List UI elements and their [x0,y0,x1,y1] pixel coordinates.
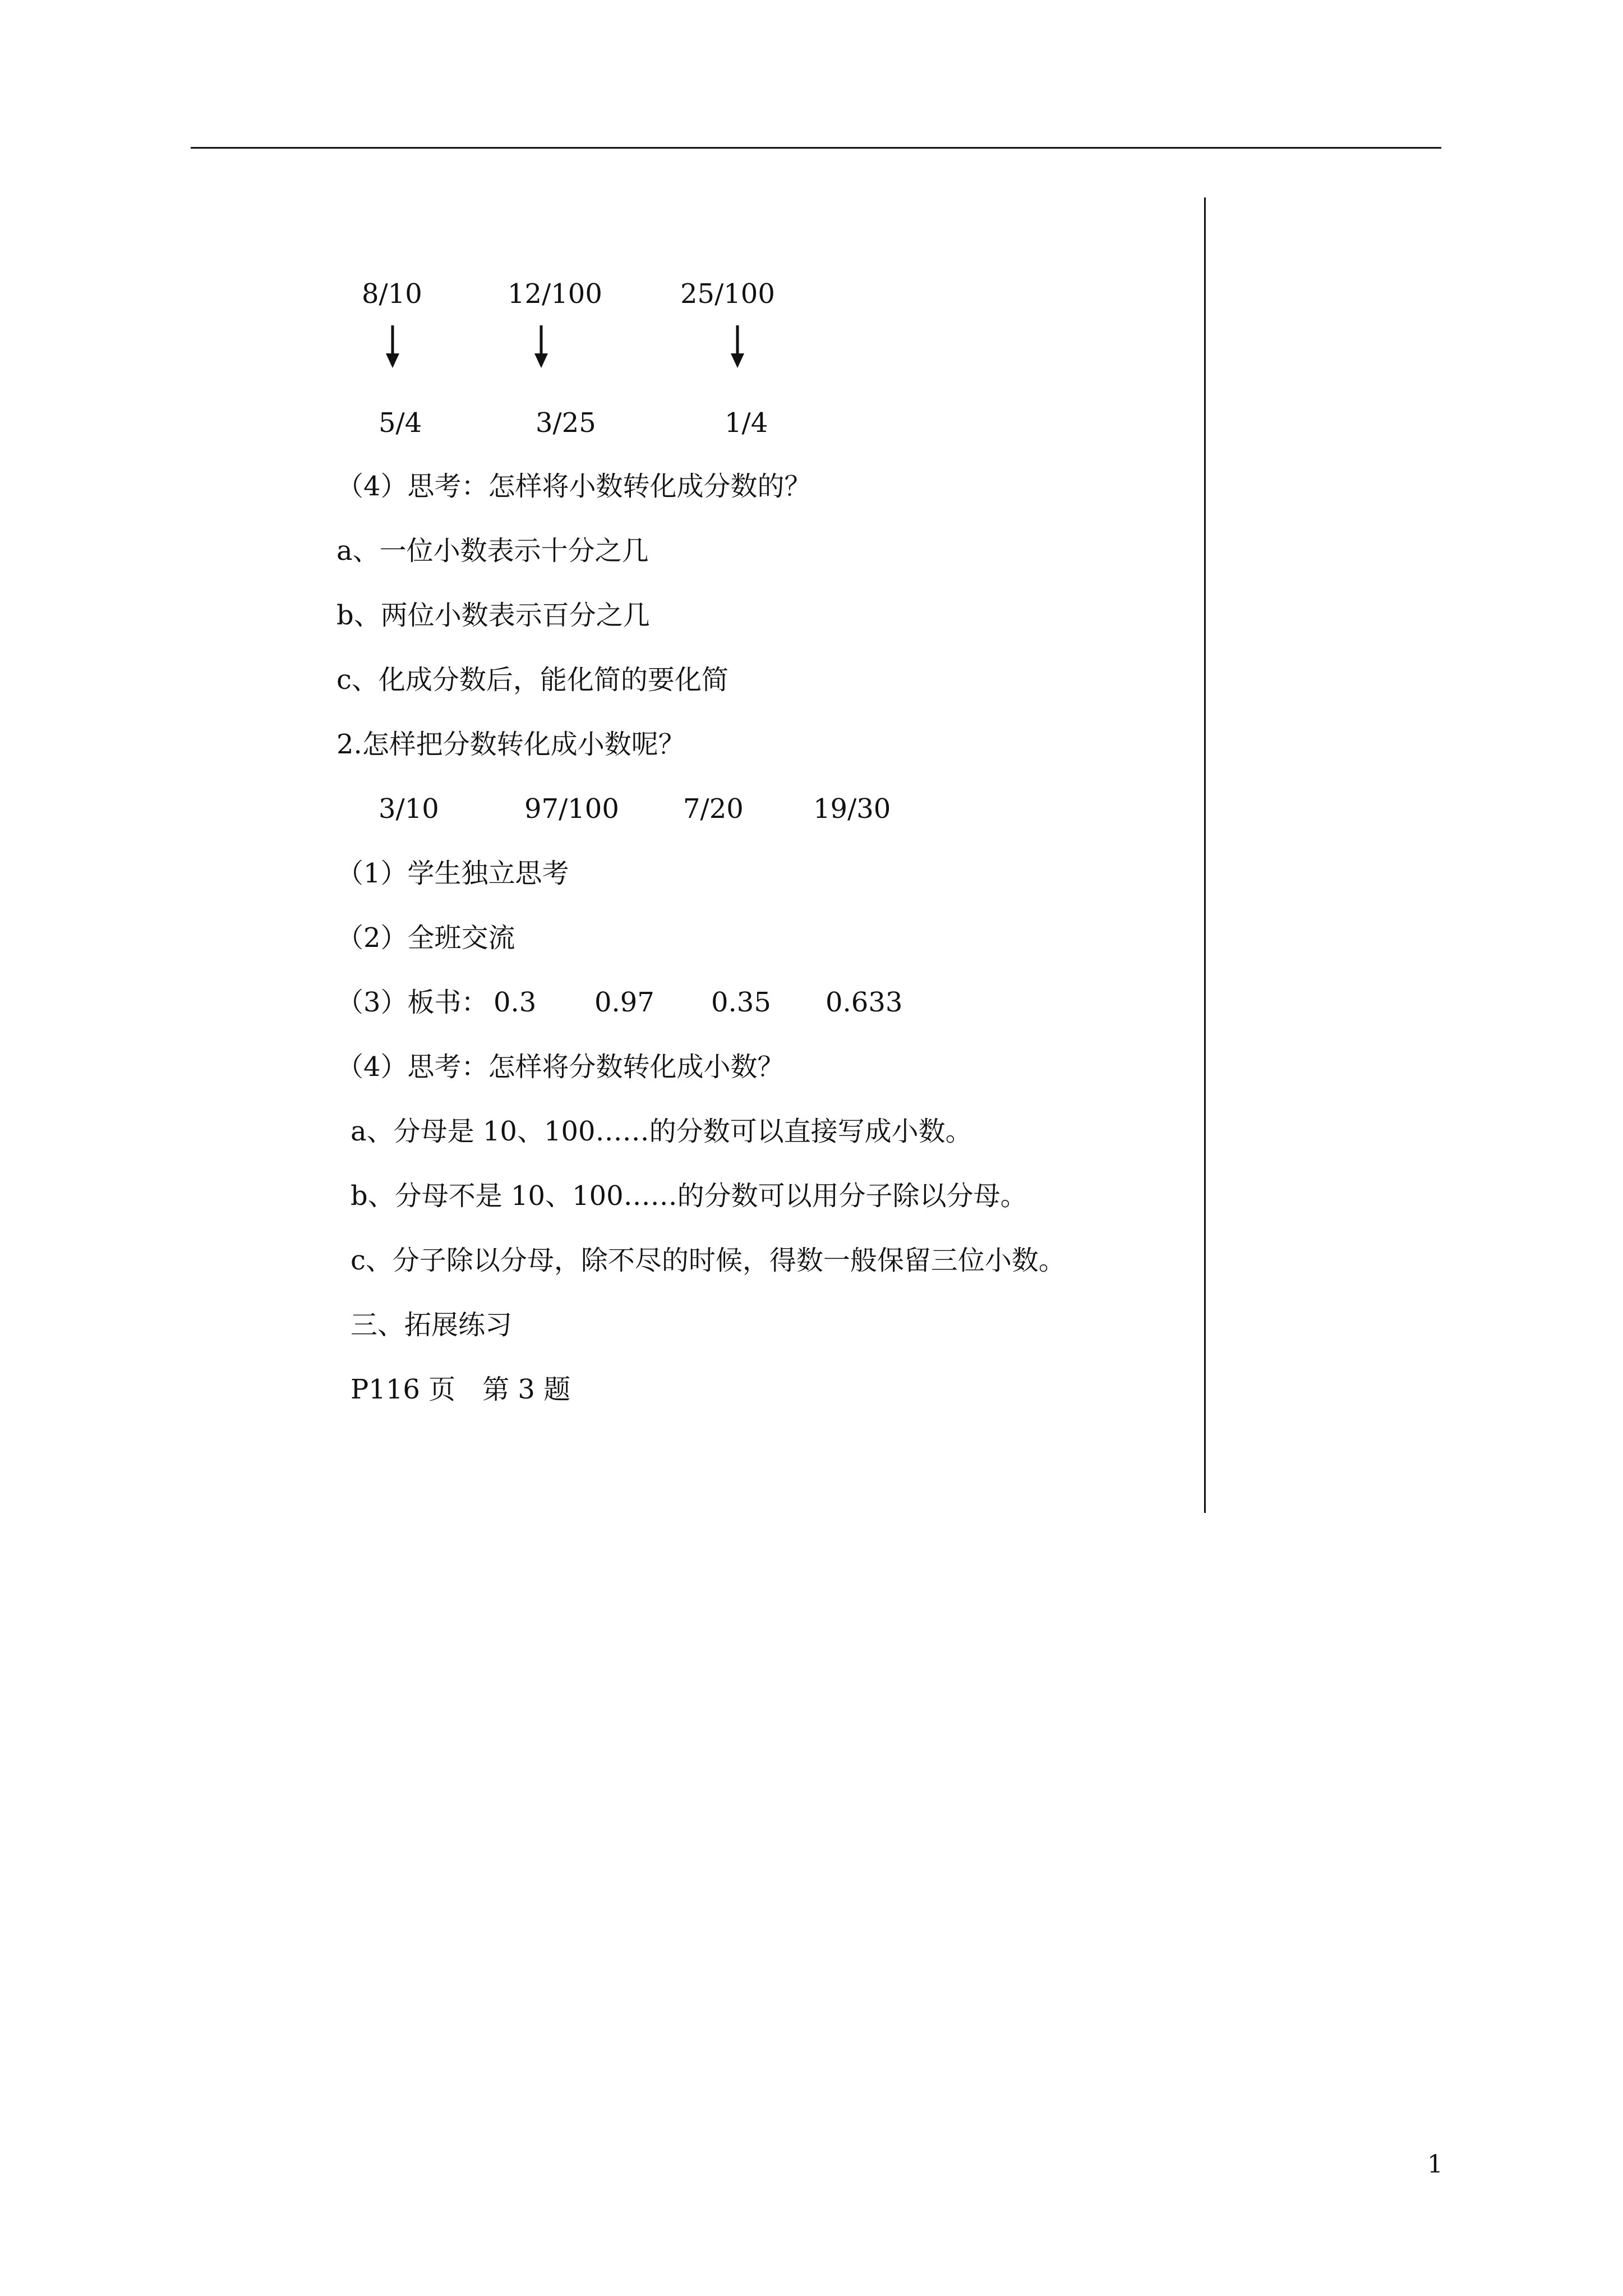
think-decimal-to-fraction: （4）思考：怎样将小数转化成分数的？ [336,471,811,502]
fraction-item: 19/30 [813,793,891,825]
fraction-item: 7/20 [683,793,744,825]
fraction-top: 25/100 [680,278,775,310]
fraction-simplified: 3/25 [536,407,596,439]
fraction-simplified: 5/4 [379,407,422,439]
point-c: c、化成分数后，能化简的要化简 [336,664,728,696]
arrow-down-icon [726,324,749,369]
point-a: a、一位小数表示十分之几 [336,535,649,567]
page-number: 1 [1427,2150,1443,2179]
fraction-top: 12/100 [508,278,602,310]
arrow-down-icon [530,324,552,369]
board-label: （3）板书： [336,987,488,1018]
section-2-heading: 2.怎样把分数转化成小数呢？ [336,729,685,760]
exercise-reference: P116 页 第 3 题 [351,1374,571,1405]
fraction-simplified: 1/4 [725,407,768,439]
board-value: 0.35 [711,987,771,1018]
point-b: b、两位小数表示百分之几 [336,600,650,631]
step-1: （1）学生独立思考 [336,858,569,889]
column-divider [1204,197,1206,1513]
rule-b: b、分母不是 10、100……的分数可以用分子除以分母。 [351,1180,1027,1212]
board-value: 0.97 [594,987,654,1018]
header-rule [191,147,1441,149]
section-3-heading: 三、拓展练习 [351,1309,513,1341]
board-value: 0.3 [494,987,537,1018]
fraction-item: 3/10 [379,793,439,825]
fraction-item: 97/100 [524,793,619,825]
think-fraction-to-decimal: （4）思考：怎样将分数转化成小数？ [336,1051,785,1083]
arrow-down-icon [381,324,404,369]
board-value: 0.633 [826,987,903,1018]
rule-c: c、分子除以分母，除不尽的时候，得数一般保留三位小数。 [351,1245,1066,1276]
fraction-top: 8/10 [362,278,422,310]
rule-a: a、分母是 10、100……的分数可以直接写成小数。 [351,1116,972,1147]
step-2: （2）全班交流 [336,922,515,954]
